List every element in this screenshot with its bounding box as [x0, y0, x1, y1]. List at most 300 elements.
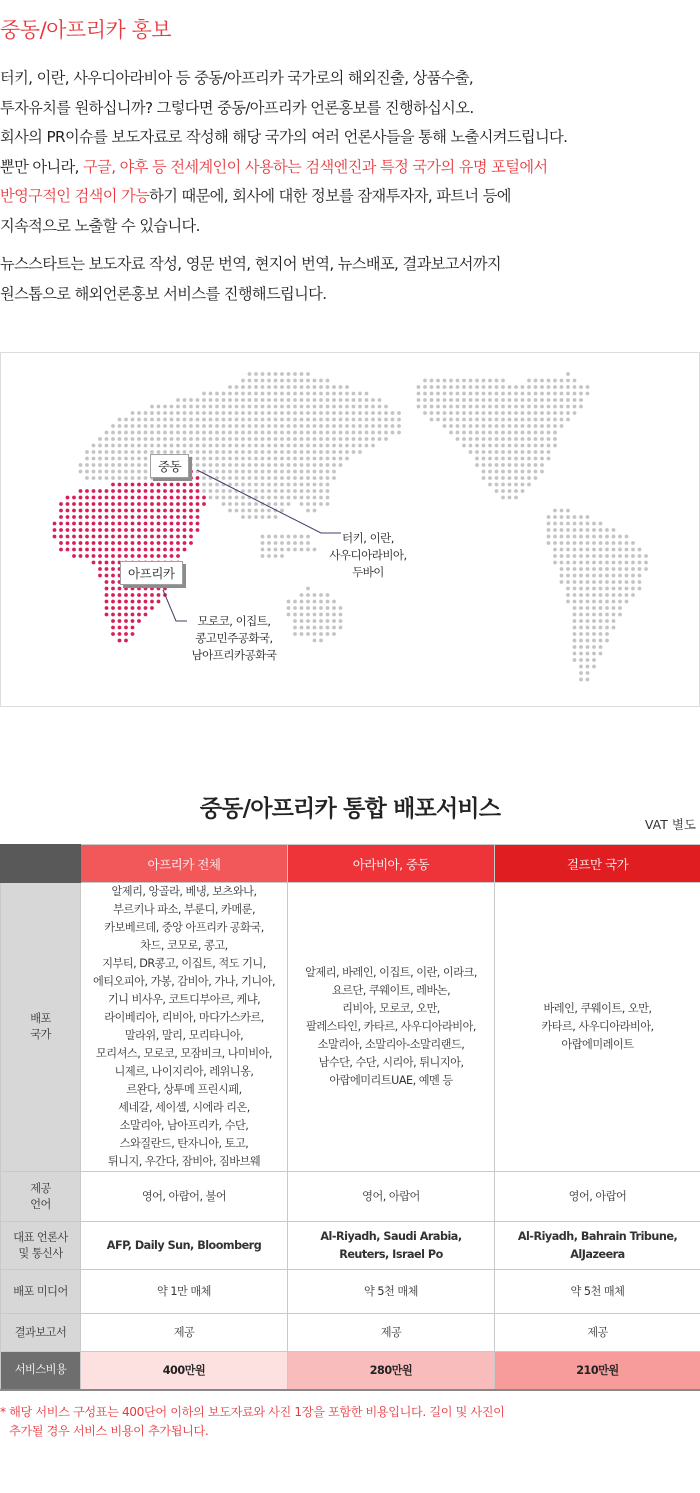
map-dot — [631, 567, 635, 571]
map-dot-highlight — [144, 600, 148, 604]
map-dot-highlight — [170, 535, 174, 539]
map-dot-highlight — [105, 567, 109, 571]
map-dot — [280, 483, 284, 487]
map-dot — [98, 463, 102, 467]
map-dot — [547, 398, 551, 402]
map-dot — [222, 405, 226, 409]
map-dot-highlight — [85, 554, 89, 558]
map-dot — [527, 418, 531, 422]
map-dot — [105, 431, 109, 435]
map-dot — [345, 405, 349, 409]
cell-countries-africa — [81, 883, 288, 1172]
map-dot — [638, 587, 642, 591]
map-dot — [521, 431, 525, 435]
map-dot — [449, 411, 453, 415]
cell-line: 세네갈, 세이셸, 시에라 리온, — [118, 1101, 250, 1114]
map-dot — [586, 385, 590, 389]
map-dot — [326, 405, 330, 409]
map-dot — [254, 457, 258, 461]
map-dot — [241, 515, 245, 519]
map-dot — [105, 450, 109, 454]
map-dot — [196, 444, 200, 448]
map-dot-highlight — [170, 502, 174, 506]
map-dot — [599, 522, 603, 526]
map-dot — [280, 541, 284, 545]
map-dot — [560, 541, 564, 545]
map-dot — [553, 385, 557, 389]
map-dot — [547, 515, 551, 519]
map-dot-highlight — [150, 489, 154, 493]
map-dot — [267, 418, 271, 422]
map-dot — [137, 450, 141, 454]
map-dot — [456, 398, 460, 402]
map-dot — [579, 515, 583, 519]
map-dot — [196, 405, 200, 409]
map-dot — [131, 444, 135, 448]
map-dot — [287, 392, 291, 396]
map-dot — [144, 463, 148, 467]
map-dot — [313, 619, 317, 623]
map-dot — [274, 535, 278, 539]
map-dot — [462, 392, 466, 396]
map-dot — [313, 470, 317, 474]
map-dot — [345, 385, 349, 389]
map-dot — [339, 411, 343, 415]
map-dot — [566, 398, 570, 402]
map-dot-highlight — [176, 554, 180, 558]
map-dot — [618, 561, 622, 565]
map-dot — [254, 405, 258, 409]
map-dot — [326, 437, 330, 441]
map-dot — [482, 450, 486, 454]
map-dot — [137, 411, 141, 415]
map-dot — [176, 418, 180, 422]
map-dot — [573, 515, 577, 519]
map-dot-highlight — [66, 502, 70, 506]
map-dot — [183, 398, 187, 402]
map-dot-highlight — [157, 522, 161, 526]
map-dot — [339, 431, 343, 435]
map-dot — [579, 665, 583, 669]
map-dot — [332, 411, 336, 415]
cell-countries-arabia — [288, 883, 495, 1172]
map-dot — [566, 567, 570, 571]
map-dot-highlight — [98, 528, 102, 532]
map-dot — [235, 483, 239, 487]
map-dot-highlight — [105, 593, 109, 597]
map-dot — [482, 470, 486, 474]
map-dot — [352, 405, 356, 409]
map-dot — [612, 593, 616, 597]
map-dot — [605, 593, 609, 597]
map-dot — [540, 450, 544, 454]
map-dot — [293, 372, 297, 376]
map-dot — [456, 424, 460, 428]
map-dot — [209, 424, 213, 428]
map-dot — [566, 515, 570, 519]
map-dot-highlight — [105, 509, 109, 513]
map-dot — [521, 392, 525, 396]
map-dot — [391, 424, 395, 428]
map-dot-highlight — [137, 548, 141, 552]
map-dot — [274, 411, 278, 415]
map-dot — [365, 431, 369, 435]
map-dot — [592, 522, 596, 526]
map-dot — [514, 483, 518, 487]
map-dot — [280, 424, 284, 428]
map-dot-highlight — [79, 535, 83, 539]
map-dot — [241, 450, 245, 454]
map-dot — [183, 405, 187, 409]
map-dot — [306, 405, 310, 409]
map-dot — [202, 444, 206, 448]
map-dot-highlight — [183, 535, 187, 539]
map-dot — [553, 424, 557, 428]
map-dot — [501, 385, 505, 389]
map-dot — [345, 411, 349, 415]
map-dot-highlight — [124, 619, 128, 623]
map-dot — [384, 437, 388, 441]
map-dot — [176, 431, 180, 435]
map-dot — [157, 431, 161, 435]
map-dot — [274, 476, 278, 480]
map-dot — [553, 548, 557, 552]
map-dot — [92, 450, 96, 454]
map-dot — [183, 424, 187, 428]
map-dot — [293, 457, 297, 461]
map-dot — [339, 424, 343, 428]
map-dot — [553, 437, 557, 441]
map-dot — [261, 418, 265, 422]
map-dot — [625, 567, 629, 571]
map-dot — [573, 398, 577, 402]
map-dot — [157, 411, 161, 415]
map-dot — [267, 411, 271, 415]
map-dot — [547, 405, 551, 409]
map-dot — [469, 405, 473, 409]
map-dot — [280, 535, 284, 539]
cell-report-arabia: 제공 — [288, 1314, 495, 1352]
map-dot — [586, 639, 590, 643]
map-dot — [293, 418, 297, 422]
map-dot-highlight — [105, 554, 109, 558]
map-dot-highlight — [66, 509, 70, 513]
map-dot — [566, 587, 570, 591]
map-dot — [202, 457, 206, 461]
map-dot — [508, 385, 512, 389]
map-dot — [579, 541, 583, 545]
map-dot — [527, 379, 531, 383]
map-dot — [566, 385, 570, 389]
map-dot — [560, 580, 564, 584]
map-dot — [339, 418, 343, 422]
cell-cost-africa: 400만원 — [81, 1352, 288, 1390]
map-dot — [462, 418, 466, 422]
cell-line: 팔레스타인, 카타르, 사우디아라비아, — [306, 1020, 476, 1033]
map-dot — [248, 372, 252, 376]
map-dot — [508, 457, 512, 461]
map-dot — [631, 587, 635, 591]
map-dot — [586, 567, 590, 571]
map-dot — [371, 398, 375, 402]
map-dot — [521, 470, 525, 474]
map-dot — [547, 385, 551, 389]
map-dot — [157, 437, 161, 441]
map-dot-highlight — [92, 515, 96, 519]
map-dot-highlight — [144, 548, 148, 552]
map-dot — [605, 567, 609, 571]
map-dot — [482, 431, 486, 435]
map-dot-highlight — [124, 483, 128, 487]
map-dot — [644, 554, 648, 558]
map-dot — [326, 489, 330, 493]
map-dot — [306, 457, 310, 461]
map-dot — [345, 431, 349, 435]
map-dot-highlight — [111, 515, 115, 519]
map-dot — [248, 405, 252, 409]
map-dot — [592, 528, 596, 532]
map-dot — [319, 457, 323, 461]
map-dot — [319, 476, 323, 480]
map-dot-highlight — [98, 502, 102, 506]
map-dot — [241, 470, 245, 474]
map-dot — [397, 418, 401, 422]
map-dot-highlight — [124, 502, 128, 506]
map-dot — [469, 379, 473, 383]
map-dot-highlight — [124, 541, 128, 545]
map-dot — [111, 463, 115, 467]
map-dot — [579, 671, 583, 675]
map-dot — [339, 463, 343, 467]
column-header-gulf: 걸프만 국가 — [495, 845, 700, 883]
map-dot-highlight — [79, 502, 83, 506]
map-dot — [566, 372, 570, 376]
map-dot — [443, 379, 447, 383]
map-dot — [371, 411, 375, 415]
map-dot — [326, 470, 330, 474]
map-dot — [436, 392, 440, 396]
map-dot — [235, 457, 239, 461]
map-dot-highlight — [85, 528, 89, 532]
map-dot — [267, 463, 271, 467]
map-dot-highlight — [196, 476, 200, 480]
map-dot — [118, 457, 122, 461]
map-dot — [384, 411, 388, 415]
map-dot-highlight — [131, 632, 135, 636]
map-dot — [319, 392, 323, 396]
map-dot — [462, 379, 466, 383]
map-dot — [345, 398, 349, 402]
map-dot — [131, 411, 135, 415]
map-dot — [625, 535, 629, 539]
map-dot — [540, 457, 544, 461]
middle-east-countries-note — [313, 530, 423, 581]
map-dot-highlight — [131, 496, 135, 500]
map-dot — [235, 437, 239, 441]
map-dot — [579, 398, 583, 402]
map-dot — [300, 626, 304, 630]
map-dot — [638, 548, 642, 552]
map-dot-highlight — [131, 593, 135, 597]
map-dot — [397, 431, 401, 435]
map-dot — [222, 463, 226, 467]
map-dot — [287, 470, 291, 474]
map-dot — [131, 437, 135, 441]
map-dot — [209, 463, 213, 467]
cell-line: 부르키나 파소, 부룬디, 카메룬, — [112, 903, 256, 916]
map-dot — [137, 476, 141, 480]
map-dot-highlight — [98, 515, 102, 519]
map-dot — [521, 398, 525, 402]
map-dot — [319, 398, 323, 402]
map-dot — [371, 424, 375, 428]
map-dot — [599, 554, 603, 558]
map-dot-highlight — [157, 483, 161, 487]
map-dot — [560, 418, 564, 422]
map-dot — [274, 398, 278, 402]
map-dot-highlight — [163, 489, 167, 493]
map-dot — [566, 392, 570, 396]
intro-line: 회사의 PR이슈를 보도자료로 작성해 해당 국가의 여러 언론사들을 통해 노출시켜드립니다. — [0, 128, 568, 146]
map-dot — [586, 392, 590, 396]
map-dot-highlight — [124, 522, 128, 526]
map-dot — [592, 626, 596, 630]
map-dot — [215, 431, 219, 435]
map-dot — [326, 431, 330, 435]
map-dot — [326, 632, 330, 636]
map-dot — [534, 476, 538, 480]
map-dot — [573, 554, 577, 558]
map-dot-highlight — [157, 509, 161, 513]
map-dot — [573, 522, 577, 526]
map-dot — [579, 561, 583, 565]
map-dot — [274, 502, 278, 506]
intro-line: 투자유치를 원하십니까? 그렇다면 중동/아프리카 언론홍보를 진행하십시오. — [0, 98, 474, 117]
map-dot — [592, 580, 596, 584]
map-dot — [534, 470, 538, 474]
map-dot — [527, 483, 531, 487]
map-dot — [527, 398, 531, 402]
map-dot — [553, 405, 557, 409]
map-dot — [280, 457, 284, 461]
map-dot — [469, 437, 473, 441]
map-dot — [469, 411, 473, 415]
cell-line: 바레인, 쿠웨이트, 오만, — [543, 1002, 652, 1015]
map-dot — [326, 463, 330, 467]
map-dot — [553, 411, 557, 415]
map-dot — [482, 418, 486, 422]
map-dot — [85, 476, 89, 480]
map-dot — [339, 613, 343, 617]
map-dot — [124, 463, 128, 467]
map-dot — [397, 424, 401, 428]
map-dot — [241, 424, 245, 428]
map-dot-highlight — [144, 528, 148, 532]
row-header-report: 결과보고서 — [1, 1314, 81, 1352]
map-dot-highlight — [79, 515, 83, 519]
cell-line: Reuters, Israel Po — [339, 1247, 443, 1261]
cell-line: 스와질란드, 탄자니아, 토고, — [119, 1137, 249, 1150]
map-dot — [618, 554, 622, 558]
map-dot — [540, 444, 544, 448]
map-dot — [144, 431, 148, 435]
map-dot — [215, 418, 219, 422]
map-dot — [274, 450, 278, 454]
map-dot-highlight — [118, 613, 122, 617]
map-dot — [339, 606, 343, 610]
map-dot — [501, 424, 505, 428]
map-dot — [586, 665, 590, 669]
map-dot — [274, 379, 278, 383]
map-dot — [287, 405, 291, 409]
map-dot-highlight — [183, 522, 187, 526]
map-dot — [222, 398, 226, 402]
map-dot — [293, 535, 297, 539]
cell-line: 남수단, 수단, 시리아, 튀니지아, — [318, 1056, 464, 1069]
map-dot — [267, 457, 271, 461]
map-dot — [586, 574, 590, 578]
map-dot — [124, 476, 128, 480]
map-dot — [378, 405, 382, 409]
map-dot — [365, 398, 369, 402]
map-dot — [144, 457, 148, 461]
map-dot — [566, 580, 570, 584]
map-dot — [352, 411, 356, 415]
map-dot — [514, 418, 518, 422]
map-dot-highlight — [157, 528, 161, 532]
map-dot-highlight — [157, 600, 161, 604]
map-dot-highlight — [98, 541, 102, 545]
map-dot — [202, 431, 206, 435]
map-dot-highlight — [66, 535, 70, 539]
map-dot — [287, 541, 291, 545]
map-dot — [261, 483, 265, 487]
map-dot — [248, 483, 252, 487]
cell-line: 모리셔스, 모로코, 모잠비크, 나미비아, — [95, 1047, 272, 1060]
map-dot — [228, 509, 232, 513]
cell-cost-gulf: 210만원 — [495, 1352, 700, 1390]
map-dot — [332, 392, 336, 396]
map-dot — [306, 626, 310, 630]
map-dot — [306, 431, 310, 435]
map-dot — [443, 398, 447, 402]
map-dot — [618, 606, 622, 610]
map-dot — [332, 424, 336, 428]
map-dot — [85, 470, 89, 474]
map-dot-highlight — [92, 554, 96, 558]
map-dot — [254, 424, 258, 428]
map-dot-highlight — [118, 489, 122, 493]
map-dot — [488, 450, 492, 454]
map-dot — [612, 626, 616, 630]
map-dot-highlight — [111, 613, 115, 617]
map-dot — [222, 470, 226, 474]
map-dot — [475, 379, 479, 383]
map-dot-highlight — [137, 489, 141, 493]
map-dot — [306, 587, 310, 591]
map-dot — [586, 580, 590, 584]
map-dot — [592, 587, 596, 591]
map-dot — [261, 411, 265, 415]
map-dot — [222, 424, 226, 428]
map-dot-highlight — [144, 502, 148, 506]
map-dot — [241, 496, 245, 500]
map-dot — [293, 483, 297, 487]
map-dot — [579, 385, 583, 389]
map-dot-highlight — [137, 515, 141, 519]
map-dot — [566, 554, 570, 558]
map-dot-highlight — [124, 489, 128, 493]
